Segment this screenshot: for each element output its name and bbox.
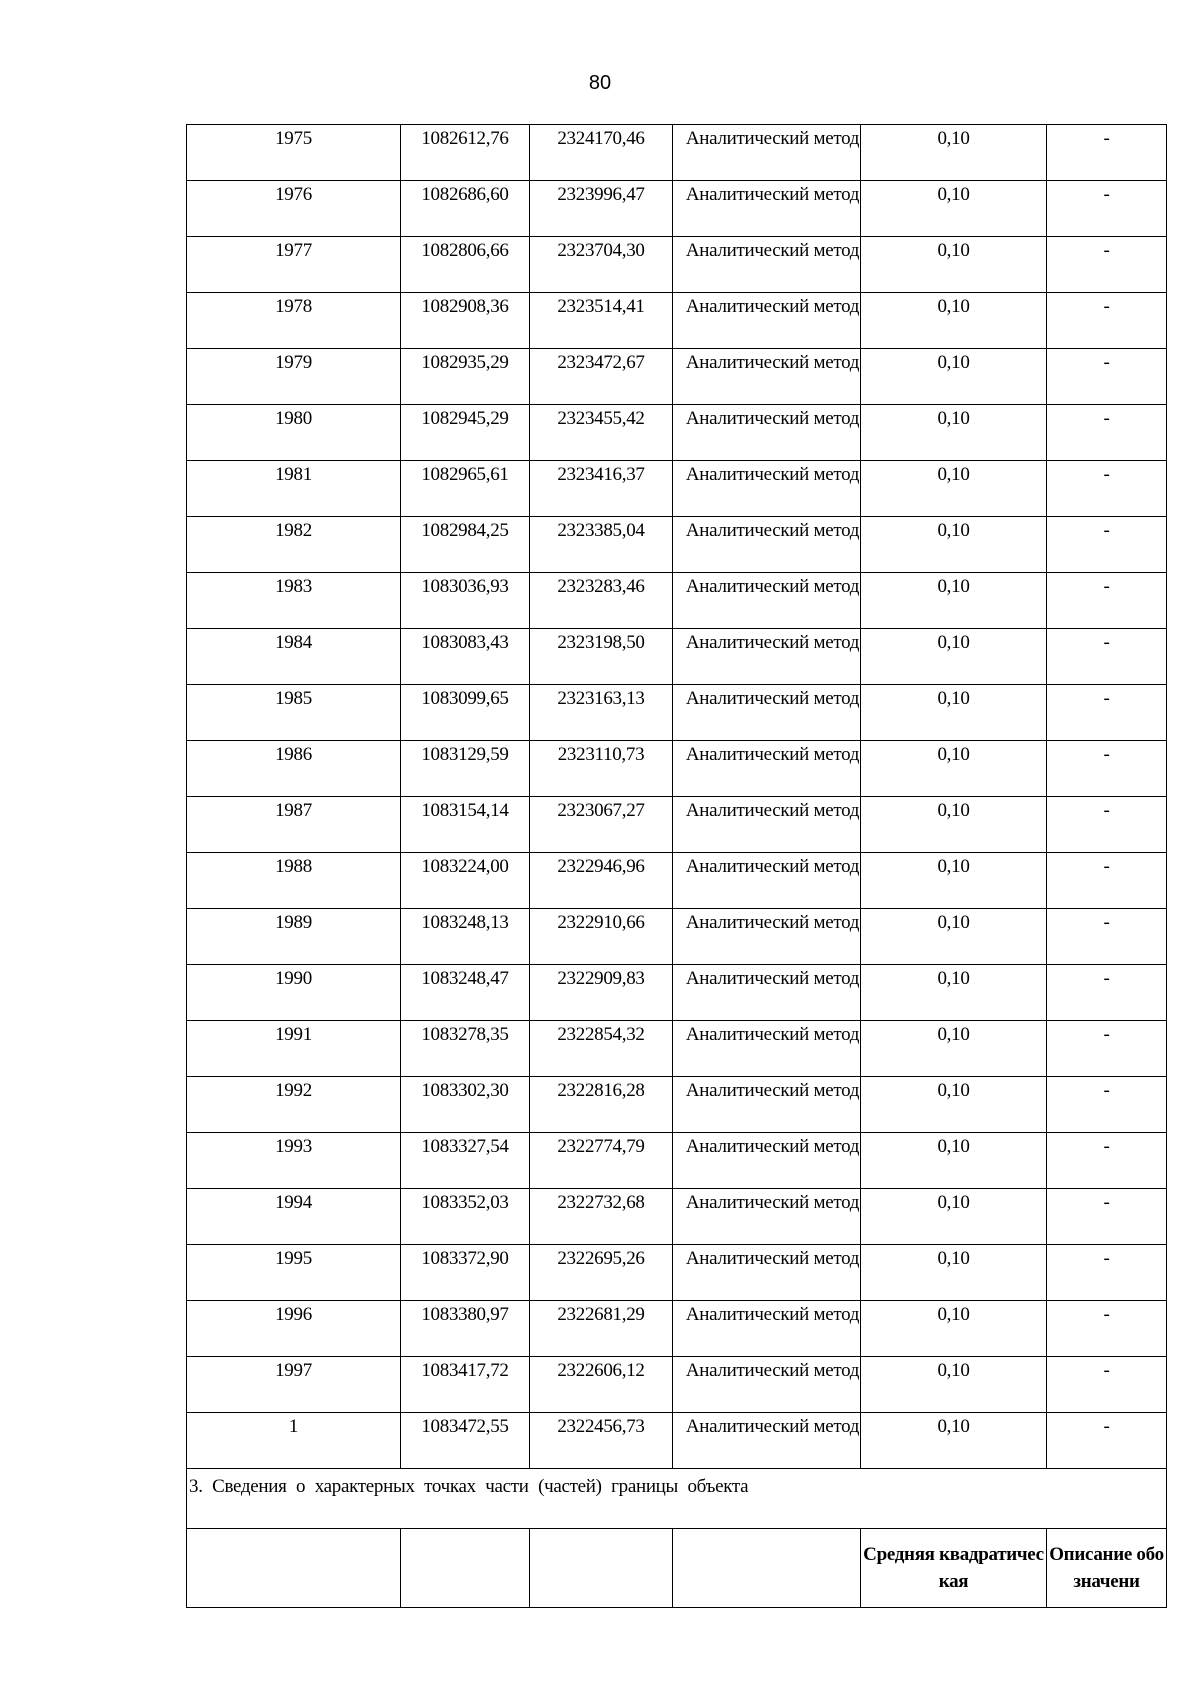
description-cell: - <box>1047 965 1167 1021</box>
accuracy-cell: 0,10 <box>861 349 1047 405</box>
point-number-cell: 1995 <box>187 1245 401 1301</box>
method-cell: Аналитический метод <box>673 853 861 909</box>
point-number-cell: 1993 <box>187 1133 401 1189</box>
table-row <box>187 573 1167 629</box>
y-coordinate-cell: 2322854,32 <box>530 1021 673 1077</box>
point-number-cell: 1987 <box>187 797 401 853</box>
description-cell: - <box>1047 461 1167 517</box>
x-coordinate-cell: 1082612,76 <box>401 125 530 181</box>
point-number-cell: 1990 <box>187 965 401 1021</box>
point-number-cell: 1991 <box>187 1021 401 1077</box>
method-cell: Аналитический метод <box>673 1189 861 1245</box>
table-row <box>187 685 1167 741</box>
y-coordinate-cell: 2323110,73 <box>530 741 673 797</box>
x-coordinate-cell: 1083099,65 <box>401 685 530 741</box>
point-number-cell: 1988 <box>187 853 401 909</box>
x-coordinate-cell: 1083302,30 <box>401 1077 530 1133</box>
accuracy-cell: 0,10 <box>861 629 1047 685</box>
description-cell: - <box>1047 1021 1167 1077</box>
table-row <box>187 125 1167 181</box>
table-row <box>187 741 1167 797</box>
description-cell: - <box>1047 125 1167 181</box>
table-row <box>187 405 1167 461</box>
description-cell: - <box>1047 1413 1167 1469</box>
section-3-header-row <box>187 1529 1167 1608</box>
table-row <box>187 1021 1167 1077</box>
x-coordinate-cell: 1083372,90 <box>401 1245 530 1301</box>
y-coordinate-cell: 2323704,30 <box>530 237 673 293</box>
y-coordinate-cell: 2322909,83 <box>530 965 673 1021</box>
description-cell: - <box>1047 349 1167 405</box>
description-cell: - <box>1047 405 1167 461</box>
accuracy-cell: 0,10 <box>861 1077 1047 1133</box>
y-coordinate-cell: 2323283,46 <box>530 573 673 629</box>
section-3-title: 3. Сведения о характерных точках части (частей) границы объекта <box>187 1469 1167 1529</box>
description-cell: - <box>1047 1245 1167 1301</box>
x-coordinate-cell: 1083472,55 <box>401 1413 530 1469</box>
accuracy-cell: 0,10 <box>861 965 1047 1021</box>
point-number-cell: 1989 <box>187 909 401 965</box>
y-coordinate-cell: 2323067,27 <box>530 797 673 853</box>
x-coordinate-cell: 1082965,61 <box>401 461 530 517</box>
method-cell: Аналитический метод <box>673 1357 861 1413</box>
description-cell: - <box>1047 293 1167 349</box>
y-coordinate-cell: 2323455,42 <box>530 405 673 461</box>
method-cell: Аналитический метод <box>673 461 861 517</box>
description-cell: - <box>1047 853 1167 909</box>
method-cell: Аналитический метод <box>673 517 861 573</box>
description-cell: - <box>1047 909 1167 965</box>
table-row <box>187 349 1167 405</box>
table-row <box>187 293 1167 349</box>
table-row <box>187 797 1167 853</box>
accuracy-cell: 0,10 <box>861 573 1047 629</box>
point-number-cell: 1982 <box>187 517 401 573</box>
method-cell: Аналитический метод <box>673 1301 861 1357</box>
x-coordinate-cell: 1083417,72 <box>401 1357 530 1413</box>
x-coordinate-cell: 1083083,43 <box>401 629 530 685</box>
description-cell: - <box>1047 1189 1167 1245</box>
coordinates-table-body <box>187 125 1167 1469</box>
table-row <box>187 517 1167 573</box>
x-coordinate-cell: 1083380,97 <box>401 1301 530 1357</box>
y-coordinate-cell: 2322816,28 <box>530 1077 673 1133</box>
method-cell: Аналитический метод <box>673 797 861 853</box>
accuracy-cell: 0,10 <box>861 797 1047 853</box>
description-cell: - <box>1047 1357 1167 1413</box>
table-row <box>187 1301 1167 1357</box>
point-number-cell: 1975 <box>187 125 401 181</box>
header-cell-4 <box>673 1529 861 1608</box>
method-cell: Аналитический метод <box>673 1245 861 1301</box>
accuracy-cell: 0,10 <box>861 461 1047 517</box>
header-description-text: Описание обозначени <box>1049 1544 1164 1592</box>
x-coordinate-cell: 1082686,60 <box>401 181 530 237</box>
point-number-cell: 1984 <box>187 629 401 685</box>
x-coordinate-cell: 1083248,13 <box>401 909 530 965</box>
table-row <box>187 629 1167 685</box>
y-coordinate-cell: 2323514,41 <box>530 293 673 349</box>
table-row <box>187 1245 1167 1301</box>
point-number-cell: 1978 <box>187 293 401 349</box>
y-coordinate-cell: 2322946,96 <box>530 853 673 909</box>
accuracy-cell: 0,10 <box>861 1189 1047 1245</box>
x-coordinate-cell: 1083154,14 <box>401 797 530 853</box>
table-row <box>187 909 1167 965</box>
x-coordinate-cell: 1082806,66 <box>401 237 530 293</box>
x-coordinate-cell: 1083327,54 <box>401 1133 530 1189</box>
method-cell: Аналитический метод <box>673 629 861 685</box>
x-coordinate-cell: 1082945,29 <box>401 405 530 461</box>
header-cell-2 <box>401 1529 530 1608</box>
accuracy-cell: 0,10 <box>861 741 1047 797</box>
accuracy-cell: 0,10 <box>861 125 1047 181</box>
table-row <box>187 1357 1167 1413</box>
accuracy-cell: 0,10 <box>861 293 1047 349</box>
accuracy-cell: 0,10 <box>861 685 1047 741</box>
method-cell: Аналитический метод <box>673 685 861 741</box>
table-row <box>187 1077 1167 1133</box>
table-row <box>187 965 1167 1021</box>
y-coordinate-cell: 2322774,79 <box>530 1133 673 1189</box>
accuracy-cell: 0,10 <box>861 181 1047 237</box>
accuracy-cell: 0,10 <box>861 1357 1047 1413</box>
method-cell: Аналитический метод <box>673 293 861 349</box>
table-row <box>187 181 1167 237</box>
table-row <box>187 237 1167 293</box>
description-cell: - <box>1047 1301 1167 1357</box>
y-coordinate-cell: 2322456,73 <box>530 1413 673 1469</box>
method-cell: Аналитический метод <box>673 573 861 629</box>
description-cell: - <box>1047 685 1167 741</box>
section-3-row <box>187 1469 1167 1529</box>
x-coordinate-cell: 1082984,25 <box>401 517 530 573</box>
table-row <box>187 1189 1167 1245</box>
coordinates-table <box>186 124 1167 1608</box>
x-coordinate-cell: 1083278,35 <box>401 1021 530 1077</box>
header-cell-1 <box>187 1529 401 1608</box>
table-row <box>187 1413 1167 1469</box>
point-number-cell: 1981 <box>187 461 401 517</box>
header-mean-square-error: Средняя квадратическая <box>861 1529 1047 1608</box>
x-coordinate-cell: 1083129,59 <box>401 741 530 797</box>
x-coordinate-cell: 1082935,29 <box>401 349 530 405</box>
y-coordinate-cell: 2322606,12 <box>530 1357 673 1413</box>
x-coordinate-cell: 1083036,93 <box>401 573 530 629</box>
y-coordinate-cell: 2324170,46 <box>530 125 673 181</box>
y-coordinate-cell: 2323472,67 <box>530 349 673 405</box>
method-cell: Аналитический метод <box>673 349 861 405</box>
accuracy-cell: 0,10 <box>861 517 1047 573</box>
y-coordinate-cell: 2322910,66 <box>530 909 673 965</box>
x-coordinate-cell: 1083224,00 <box>401 853 530 909</box>
y-coordinate-cell: 2323198,50 <box>530 629 673 685</box>
page-number: 80 <box>588 72 612 94</box>
point-number-cell: 1986 <box>187 741 401 797</box>
description-cell: - <box>1047 741 1167 797</box>
table-row <box>187 853 1167 909</box>
y-coordinate-cell: 2323996,47 <box>530 181 673 237</box>
method-cell: Аналитический метод <box>673 1021 861 1077</box>
description-cell: - <box>1047 629 1167 685</box>
accuracy-cell: 0,10 <box>861 1301 1047 1357</box>
accuracy-cell: 0,10 <box>861 1413 1047 1469</box>
x-coordinate-cell: 1082908,36 <box>401 293 530 349</box>
point-number-cell: 1994 <box>187 1189 401 1245</box>
accuracy-cell: 0,10 <box>861 405 1047 461</box>
y-coordinate-cell: 2323416,37 <box>530 461 673 517</box>
point-number-cell: 1983 <box>187 573 401 629</box>
point-number-cell: 1980 <box>187 405 401 461</box>
method-cell: Аналитический метод <box>673 909 861 965</box>
method-cell: Аналитический метод <box>673 405 861 461</box>
y-coordinate-cell: 2323385,04 <box>530 517 673 573</box>
header-description <box>1047 1529 1167 1608</box>
method-cell: Аналитический метод <box>673 1077 861 1133</box>
point-number-cell: 1996 <box>187 1301 401 1357</box>
accuracy-cell: 0,10 <box>861 1245 1047 1301</box>
description-cell: - <box>1047 517 1167 573</box>
table-row <box>187 461 1167 517</box>
accuracy-cell: 0,10 <box>861 1133 1047 1189</box>
method-cell: Аналитический метод <box>673 237 861 293</box>
y-coordinate-cell: 2322681,29 <box>530 1301 673 1357</box>
method-cell: Аналитический метод <box>673 965 861 1021</box>
method-cell: Аналитический метод <box>673 1133 861 1189</box>
accuracy-cell: 0,10 <box>861 237 1047 293</box>
description-cell: - <box>1047 797 1167 853</box>
description-cell: - <box>1047 573 1167 629</box>
point-number-cell: 1977 <box>187 237 401 293</box>
accuracy-cell: 0,10 <box>861 1021 1047 1077</box>
accuracy-cell: 0,10 <box>861 909 1047 965</box>
y-coordinate-cell: 2322695,26 <box>530 1245 673 1301</box>
x-coordinate-cell: 1083248,47 <box>401 965 530 1021</box>
point-number-cell: 1997 <box>187 1357 401 1413</box>
point-number-cell: 1992 <box>187 1077 401 1133</box>
method-cell: Аналитический метод <box>673 741 861 797</box>
accuracy-cell: 0,10 <box>861 853 1047 909</box>
description-cell: - <box>1047 237 1167 293</box>
header-cell-3 <box>530 1529 673 1608</box>
point-number-cell: 1985 <box>187 685 401 741</box>
description-cell: - <box>1047 181 1167 237</box>
y-coordinate-cell: 2323163,13 <box>530 685 673 741</box>
point-number-cell: 1 <box>187 1413 401 1469</box>
point-number-cell: 1976 <box>187 181 401 237</box>
method-cell: Аналитический метод <box>673 1413 861 1469</box>
description-cell: - <box>1047 1133 1167 1189</box>
table-row <box>187 1133 1167 1189</box>
point-number-cell: 1979 <box>187 349 401 405</box>
method-cell: Аналитический метод <box>673 181 861 237</box>
method-cell: Аналитический метод <box>673 125 861 181</box>
description-cell: - <box>1047 1077 1167 1133</box>
y-coordinate-cell: 2322732,68 <box>530 1189 673 1245</box>
x-coordinate-cell: 1083352,03 <box>401 1189 530 1245</box>
